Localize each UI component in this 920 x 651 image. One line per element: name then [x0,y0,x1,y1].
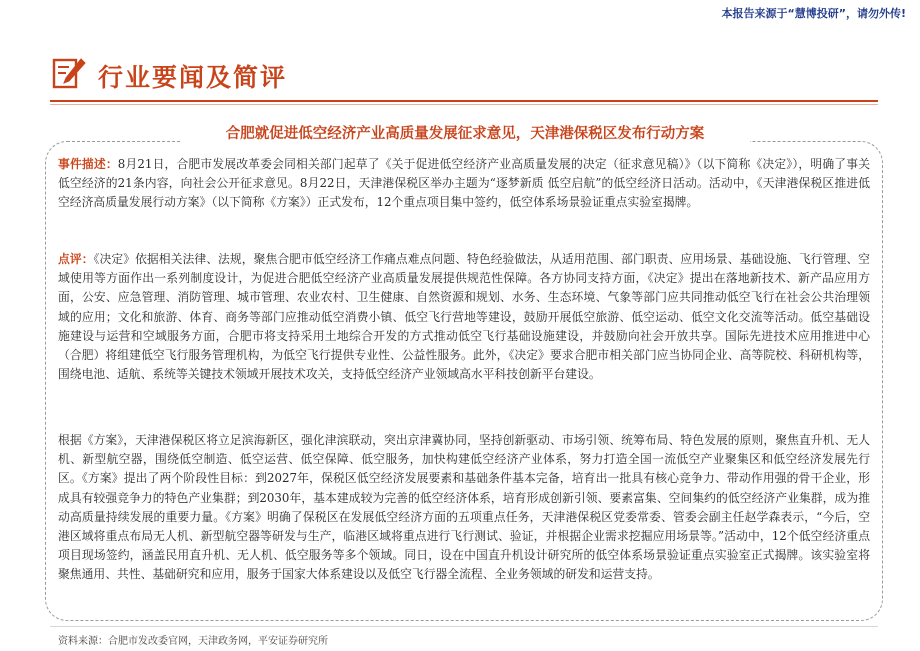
plan-paragraph: 根据《方案》，天津港保税区将立足滨海新区，强化津滨联动，突出京津冀协同，坚持创新驱动、市场引领、统筹布局、特色发展的原则，聚焦直升机、无人机、新型航空器，围绕低空制造、低空运营、低空保障、低空服务，加快构建低空经济产业体系，努力打造全国一流低空产业聚集区和低空经济发展先行区。《方案》提出了两个阶段性目标：到2027年，保税区低空经济发展要素和基础条件基本完备，培育出一批具有核心竞争力、带动作用强的骨干企业，形成具有较强竞争力的特色产业集群；到2030年，基本建成较为完善的低空经济体系，培育形成创新引领、要素富集、空间集约的低空经济产业集群，成为推动高质量持续发展的重要力量。《方案》明确了保税区在发展低空经济方面的五项重点任务，天津港保税区党委常委、管委会副主任赵学森表示，“今后，空港区域将重点布局无人机、新型航空器等研发与生产，临港区域将重点进行飞行测试、验证，并根据企业需求挖掘应用场景等。”活动中，12个低空经济重点项目现场签约，涵盖民用直升机、无人机、低空服务等多个领域。同日，设在中国直升机设计研究所的低空体系场景验证重点实验室正式揭牌。该实验室将聚焦通用、共性、基础研究和应用，服务于国家大体系建设以及低空飞行器全流程、全业务领域的研发和运营支持。 [58,433,870,582]
header-divider-thin [50,104,878,105]
article-title: 合肥就促进低空经济产业高质量发展征求意见，天津港保税区发布行动方案 [180,122,750,146]
header-divider [50,100,878,102]
section-title: 行业要闻及简评 [98,63,288,92]
pencil-note-icon [52,56,86,90]
source-note: 资料来源：合肥市发改委官网，天津政务网，平安证券研究所 [58,636,328,647]
event-label: 事件描述： [58,157,118,171]
comment-label: 点评： [58,252,94,266]
event-paragraph [58,155,870,213]
comment-text: 《决定》依据相关法律、法规，聚焦合肥市低空经济工作痛点难点问题、特色经验做法，从适用范围、部门职责、应用场景、基础设施、飞行管理、空域使用等方面作出一系列制度设计，为促进合肥低空经济产业高质量发展提供规范性保障。各方协同支持方面，《决定》提出在落地新技术、新产品应用方面，公安、应急管理、消防管理、城市管理、农业农村、卫生健康、自然资源和规划、水务、生态环境、气象等部门应共同推动低空飞行在社会公共治理领域的应用；文化和旅游、体育、商务等部门应推动低空消费小镇、低空飞行营地等建设，鼓励开展低空旅游、低空运动、低空文化交流等活动。低空基础设施建设与运营和空域服务方面，合肥市将支持采用土地综合开发的方式推动低空飞行基础设施建设，并鼓励向社会开放共享。国际先进技术应用推进中心（合肥）将组建低空飞行服务管理机构，为低空飞行提供专业性、公益性服务。此外，《决定》要求合肥市相关部门应当协同企业、高等院校、科研机构等，围绕电池、适航、系统等关键技术领域开展技术攻关，支持低空经济产业领域高水平科技创新平台建设。 [58,252,870,382]
event-text: 8月21日，合肥市发展改革委会同相关部门起草了《关于促进低空经济产业高质量发展的决定（征求意见稿）》（以下简称《决定》），明确了事关低空经济的21条内容，向社会公开征求意见。8月22日，天津港保税区举办主题为“逐梦新质 低空启航”的低空经济日活动。活动中，《天津港保税区推进低空经济高质量发展行动方案》（以下简称《方案》）正式发布，12个重点项目集中签约，低空体系场景验证重点实验室揭牌。 [58,157,870,210]
footer-divider [50,626,878,627]
source-watermark: 本报告来源于“慧博投研”，请勿外传! [721,7,906,20]
comment-paragraph [58,250,870,384]
